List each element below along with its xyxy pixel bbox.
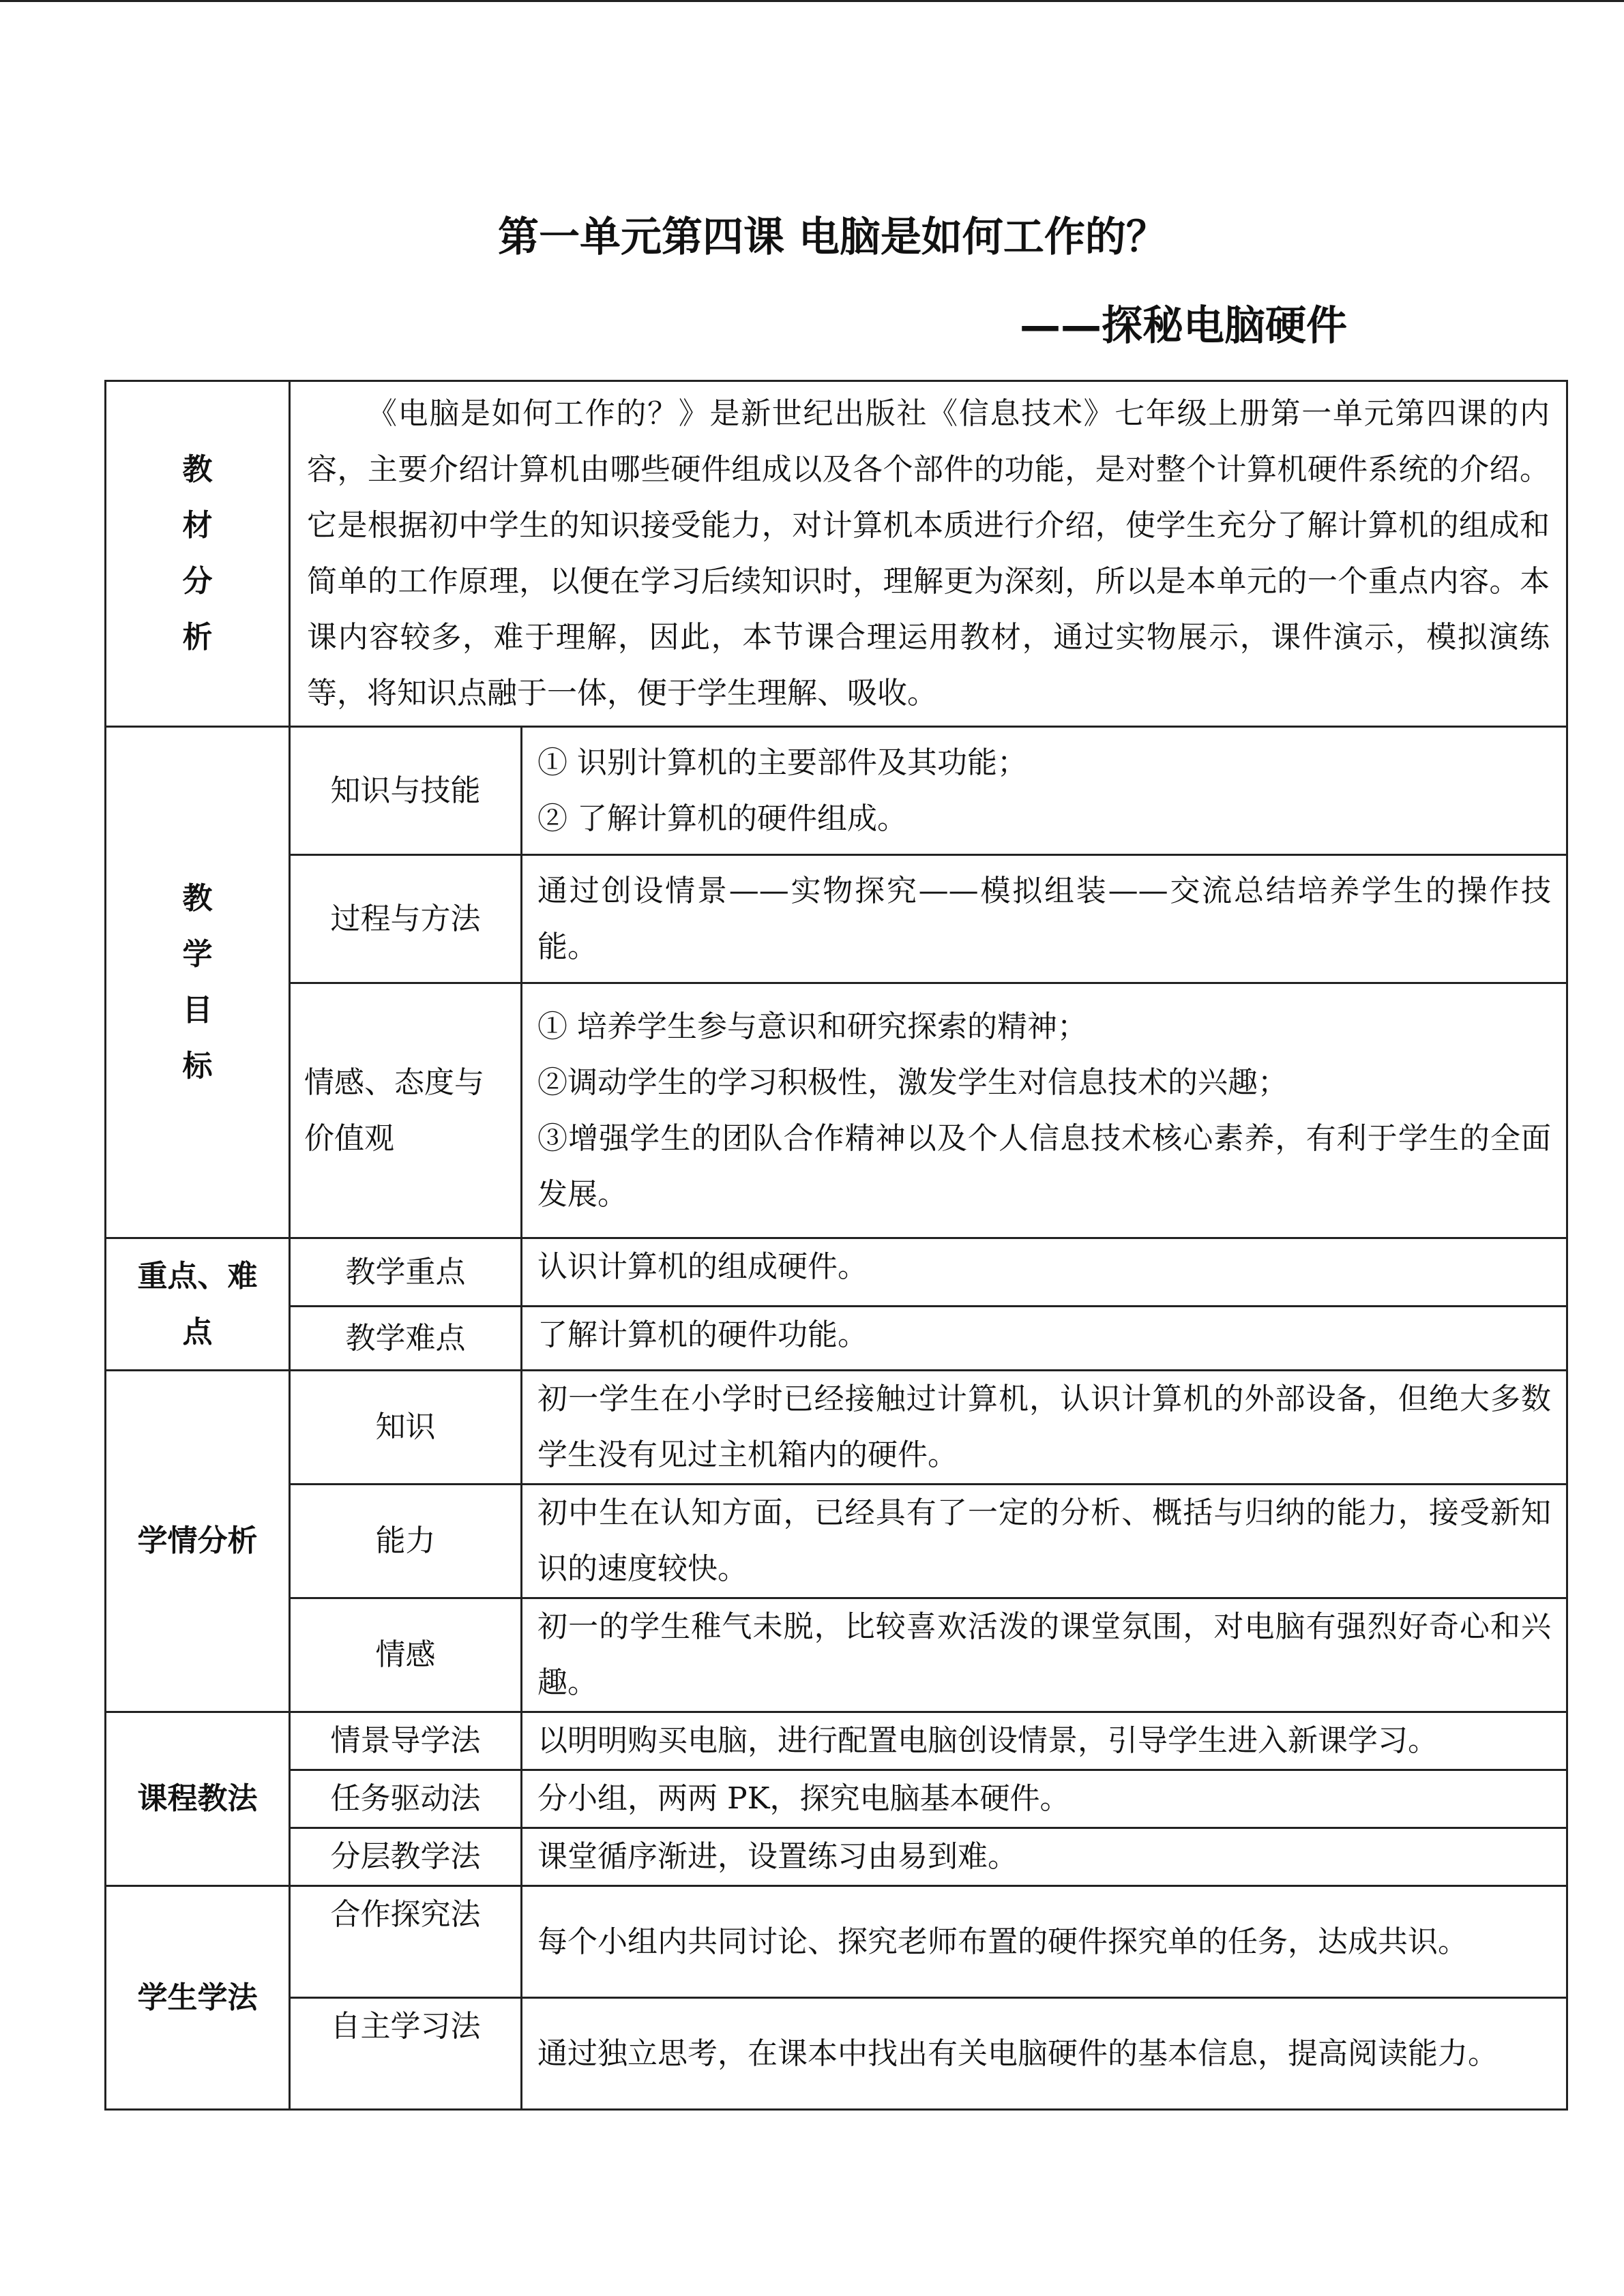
learning-method-name: 自主学习法 <box>290 1998 522 2110</box>
table-row-key-point <box>106 1238 1567 1307</box>
category-student-analysis: 学情分析 <box>106 1371 290 1712</box>
learning-method-name: 合作探究法 <box>290 1886 522 1998</box>
student-aspect-text: 初一的学生稚气未脱，比较喜欢活泼的课堂氛围，对电脑有强烈好奇心和兴趣。 <box>522 1598 1567 1712</box>
document-title: 第一单元第四课 电脑是如何工作的？ <box>498 213 1167 261</box>
goal-name: 情感、态度与价值观 <box>290 983 522 1238</box>
textbook-analysis-text: 《电脑是如何工作的？》是新世纪出版社《信息技术》七年级上册第一单元第四课的内容，主要介绍计算机由哪些硬件组成以及各个部件的功能，是对整个计算机硬件系统的介绍。它是根据初中学生的知识接受能力，对计算机本质进行介绍，使学生充分了解计算机的组成和简单的工作原理，以便在学习后续知识时，理解更为深刻，所以是本单元的一个重点内容。本课内容较多，难于理解，因此，本节课合理运用教材，通过实物展示，课件演示，模拟演练等，将知识点融于一体，便于学生理解、吸收。 <box>290 381 1567 727</box>
table-row-learning-independent <box>106 1998 1567 2110</box>
method-name: 分层教学法 <box>290 1828 522 1886</box>
category-textbook-analysis: 教 材 分 析 <box>106 381 290 727</box>
category-teaching-goals: 教 学 目 标 <box>106 727 290 1238</box>
method-name: 情景导学法 <box>290 1712 522 1770</box>
table-row-student-emotion <box>106 1598 1567 1712</box>
table-row-method-task <box>106 1770 1567 1828</box>
table-row-goal-process <box>106 855 1567 983</box>
table-row-goal-knowledge <box>106 727 1567 855</box>
goal-name: 过程与方法 <box>290 855 522 983</box>
goal-content: ① 识别计算机的主要部件及其功能； ② 了解计算机的硬件组成。 <box>522 727 1567 855</box>
table-row-student-ability <box>106 1485 1567 1598</box>
document-subtitle: ——探秘电脑硬件 <box>1020 302 1347 350</box>
learning-method-text: 通过独立思考，在课本中找出有关电脑硬件的基本信息，提高阅读能力。 <box>522 1998 1567 2110</box>
method-text: 分小组，两两 PK，探究电脑基本硬件。 <box>522 1770 1567 1828</box>
category-key-points: 重点、难点 <box>106 1238 290 1371</box>
goal-name: 知识与技能 <box>290 727 522 855</box>
category-learning-methods: 学生学法 <box>106 1886 290 2110</box>
key-point-text: 认识计算机的组成硬件。 <box>522 1238 1567 1307</box>
table-row-difficult-point <box>106 1307 1567 1371</box>
method-name: 任务驱动法 <box>290 1770 522 1828</box>
student-aspect-name: 知识 <box>290 1371 522 1485</box>
table-row-method-scenario <box>106 1712 1567 1770</box>
student-aspect-name: 能力 <box>290 1485 522 1598</box>
table-row-goal-attitude <box>106 983 1567 1238</box>
key-point-name: 教学难点 <box>290 1307 522 1371</box>
table-row-textbook-analysis <box>106 381 1567 727</box>
lesson-plan-table <box>104 380 1568 2111</box>
page-top-border <box>0 0 1624 2</box>
table-row-method-layered <box>106 1828 1567 1886</box>
goal-content: 通过创设情景——实物探究——模拟组装——交流总结培养学生的操作技能。 <box>522 855 1567 983</box>
student-aspect-text: 初中生在认知方面，已经具有了一定的分析、概括与归纳的能力，接受新知识的速度较快。 <box>522 1485 1567 1598</box>
method-text: 以明明购买电脑，进行配置电脑创设情景，引导学生进入新课学习。 <box>522 1712 1567 1770</box>
goal-content: ① 培养学生参与意识和研究探索的精神； ②调动学生的学习积极性，激发学生对信息技术的兴趣； ③增强学生的团队合作精神以及个人信息技术核心素养，有利于学生的全面发展。 <box>522 983 1567 1238</box>
student-aspect-name: 情感 <box>290 1598 522 1712</box>
key-point-text: 了解计算机的硬件功能。 <box>522 1307 1567 1371</box>
key-point-name: 教学重点 <box>290 1238 522 1307</box>
student-aspect-text: 初一学生在小学时已经接触过计算机，认识计算机的外部设备，但绝大多数学生没有见过主机箱内的硬件。 <box>522 1371 1567 1485</box>
table-row-learning-cooperative <box>106 1886 1567 1998</box>
method-text: 课堂循序渐进，设置练习由易到难。 <box>522 1828 1567 1886</box>
category-teaching-methods: 课程教法 <box>106 1712 290 1886</box>
table-row-student-knowledge <box>106 1371 1567 1485</box>
learning-method-text: 每个小组内共同讨论、探究老师布置的硬件探究单的任务，达成共识。 <box>522 1886 1567 1998</box>
